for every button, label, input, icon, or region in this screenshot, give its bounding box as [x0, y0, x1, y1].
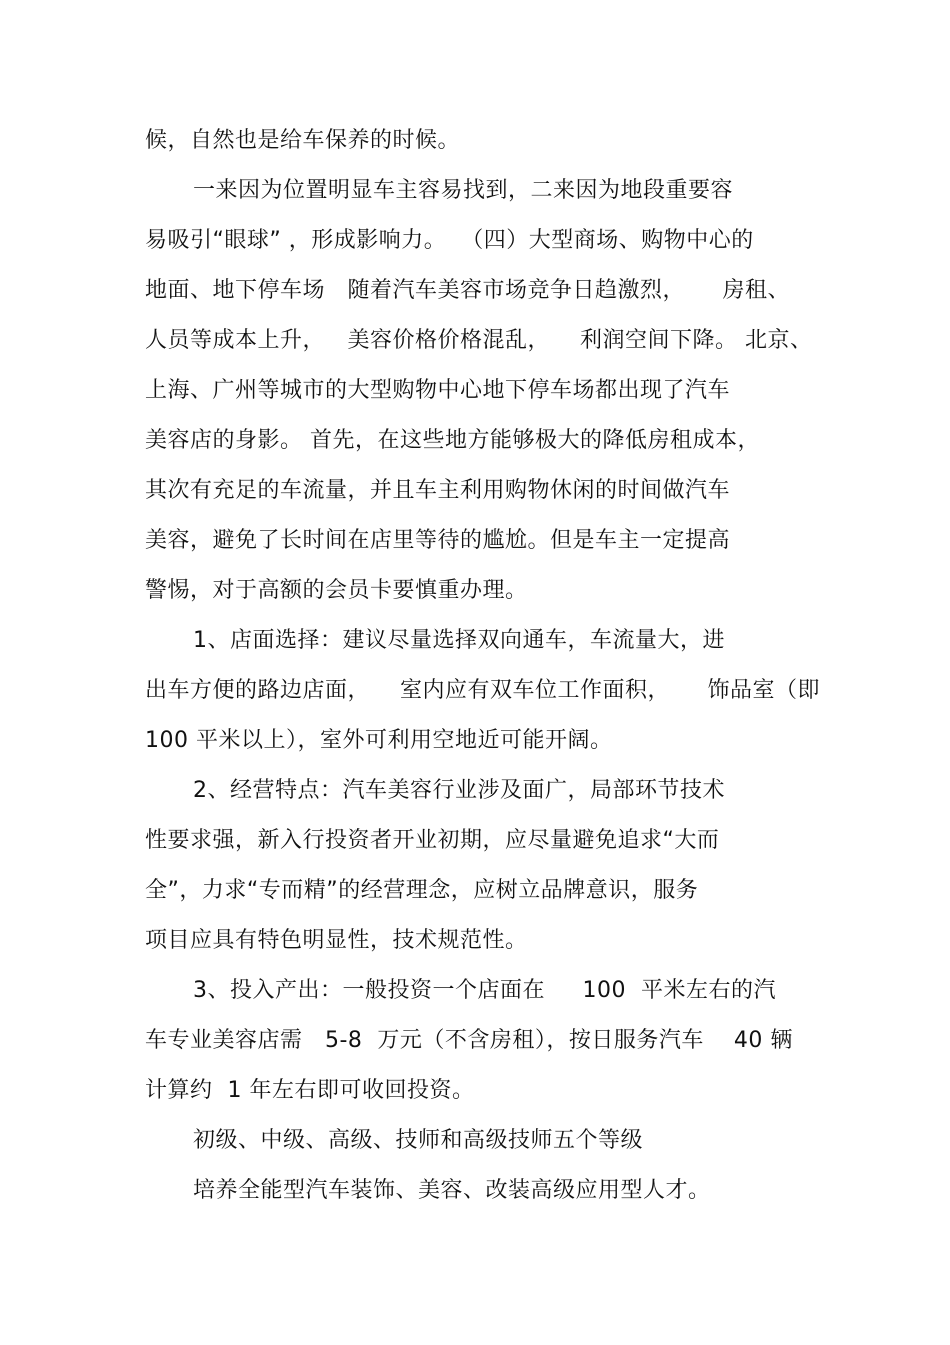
text-line: 培养全能型汽车装饰、美容、改装高级应用型人才。	[193, 1178, 711, 1203]
text-line: 美容店的身影。 首先，在这些地方能够极大的降低房租成本，	[145, 428, 760, 453]
text-line: 出车方便的路边店面， 室内应有双车位工作面积， 饰品室（即	[145, 678, 820, 703]
text-line: 项目应具有特色明显性，技术规范性。	[145, 928, 528, 953]
text-line: 车专业美容店需 5-8 万元（不含房租），按日服务汽车 40 辆	[145, 1028, 793, 1053]
text-line: 性要求强，新入行投资者开业初期，应尽量避免追求“大而	[145, 828, 720, 853]
text-line: 全”，力求“专而精”的经营理念，应树立品牌意识，服务	[145, 878, 699, 903]
text-line: 初级、中级、高级、技师和高级技师五个等级	[193, 1128, 644, 1153]
text-line: 警惕，对于高额的会员卡要慎重办理。	[145, 578, 528, 603]
text-line: 人员等成本上升， 美容价格价格混乱， 利润空间下降。 北京、	[145, 328, 813, 353]
text-line: 计算约 1 年左右即可收回投资。	[145, 1078, 475, 1103]
text-line: 地面、地下停车场 随着汽车美容市场竞争日趋激烈， 房租、	[145, 278, 790, 303]
text-line: 100 平米以上），室外可利用空地近可能开阔。	[145, 728, 613, 753]
text-line: 3、投入产出：一般投资一个店面在 100 平米左右的汽	[193, 978, 776, 1003]
text-line: 其次有充足的车流量，并且车主利用购物休闲的时间做汽车	[145, 478, 731, 503]
text-line: 上海、广州等城市的大型购物中心地下停车场都出现了汽车	[145, 378, 731, 403]
text-line: 候，自然也是给车保养的时候。	[145, 128, 461, 153]
text-line: 一来因为位置明显车主容易找到，二来因为地段重要容	[193, 178, 734, 203]
text-line: 美容，避免了长时间在店里等待的尴尬。但是车主一定提高	[145, 528, 731, 553]
text-line: 1、店面选择：建议尽量选择双向通车，车流量大，进	[193, 628, 725, 653]
text-line: 2、经营特点：汽车美容行业涉及面广，局部环节技术	[193, 778, 725, 803]
text-line: 易吸引“眼球” ，形成影响力。 （四）大型商场、购物中心的	[145, 228, 754, 253]
